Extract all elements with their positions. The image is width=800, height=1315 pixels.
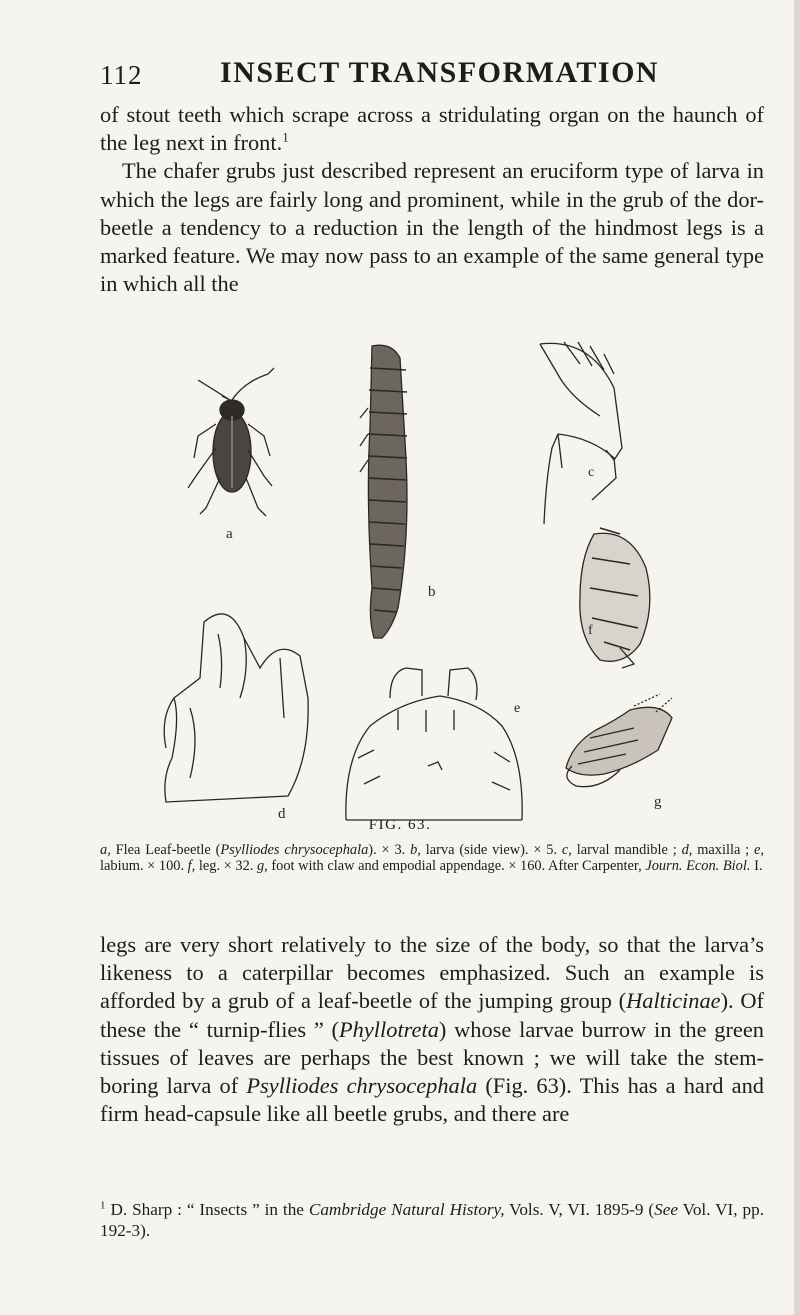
footnote-text: Vol. VI, pp. 192-3).: [100, 1200, 764, 1240]
panel-label-c: c: [588, 465, 595, 480]
panel-label-f: f: [588, 623, 593, 638]
mandible-drawing: [540, 342, 622, 524]
caption-text-e: labium. × 100.: [100, 858, 188, 875]
taxon-halticinae: Halticinae: [626, 988, 721, 1014]
footnote-mark: 1: [100, 1199, 106, 1212]
caption-letter-g: g,: [256, 858, 268, 875]
caption-letter-a: a,: [100, 842, 111, 858]
caption-text-f: leg. × 32.: [195, 858, 257, 875]
panel-label-b: b: [428, 584, 436, 600]
figure-63: [160, 338, 680, 823]
leg-drawing: [580, 528, 650, 668]
caption-letter-c: c,: [561, 842, 572, 858]
footnote-text: Vols. V, VI. 1895-9 (: [504, 1200, 655, 1219]
caption-text-b: larva (side view). × 5.: [420, 842, 562, 858]
figure-caption: [100, 842, 764, 874]
maxilla-drawing: [164, 614, 308, 802]
text-segment: ). Of these the “ turnip-flies ” (: [100, 988, 764, 1042]
paragraph-text: The chafer grubs just described represent an eruciform type of larva in which the legs are fairly long and prominent, while in the grub of the dor-beetle a tendency to a reduction in the length of the hindmost legs is a marked feature. We may now pass to an example of the same general type in which all the: [100, 158, 764, 297]
footnote-see: See: [654, 1200, 679, 1219]
footnote-work-title: Cambridge Natural History,: [308, 1200, 505, 1219]
caption-source-volume: I.: [750, 858, 763, 875]
caption-text-c: larval mandible ;: [571, 842, 682, 858]
continuation-text: of stout teeth which scrape across a stridulating organ on the haunch of the leg next in front.: [100, 102, 764, 156]
paragraph-top: [100, 101, 764, 298]
labium-drawing: [346, 668, 522, 820]
beetle-drawing: [188, 368, 274, 516]
panel-label-a: a: [226, 526, 233, 542]
caption-source-journal: Journ. Econ. Biol.: [645, 858, 751, 875]
figure-number: FIG. 63.: [368, 817, 432, 833]
caption-text-g: foot with claw and empodial appendage. × 160. After Carpenter,: [267, 858, 646, 875]
text-segment: ) whose larvae burrow in the green tissues of leaves are perhaps the best known ; we will take the stem-boring larva of: [100, 1016, 764, 1099]
caption-text-a: Flea Leaf-beetle (: [110, 842, 221, 858]
foot-drawing: [566, 694, 672, 787]
running-title: INSECT TRANSFORMATION: [220, 56, 660, 89]
panel-label-d: d: [278, 806, 286, 822]
footnote-reference: 1: [282, 129, 289, 145]
caption-letter-d: d,: [681, 842, 693, 858]
caption-letter-b: b,: [410, 842, 421, 858]
page-number: 112: [100, 60, 143, 90]
taxon-phyllotreta: Phyllotreta: [339, 1016, 439, 1042]
page-spine-shadow: [794, 0, 800, 1315]
larva-drawing: [360, 345, 407, 638]
footnote: [100, 1199, 764, 1241]
footnote-text: D. Sharp : “ Insects ” in the: [105, 1200, 309, 1219]
panel-label-g: g: [654, 794, 662, 810]
panel-label-e: e: [514, 701, 521, 716]
text-segment: legs are very short relatively to the size of the body, so that the larva’s likeness to a caterpillar becomes emphasized. Such an example is afforded by a grub of a leaf-beetle of the jumping group (: [100, 932, 764, 1014]
caption-letter-f: f,: [187, 858, 196, 875]
caption-text-d: maxilla ;: [692, 842, 755, 858]
text-segment: (Fig. 63). This has a hard and firm head-capsule like all beetle grubs, and there are: [100, 1073, 765, 1127]
page-header: [100, 56, 730, 96]
caption-mag-a: ). × 3.: [368, 842, 411, 858]
caption-species: Psylliodes chrysocephala: [220, 842, 369, 858]
figure-illustration: [160, 338, 680, 823]
caption-letter-e: e,: [754, 842, 765, 858]
paragraph-bottom: [100, 931, 764, 1128]
taxon-psylliodes: Psylliodes chrysocephala: [246, 1073, 478, 1099]
